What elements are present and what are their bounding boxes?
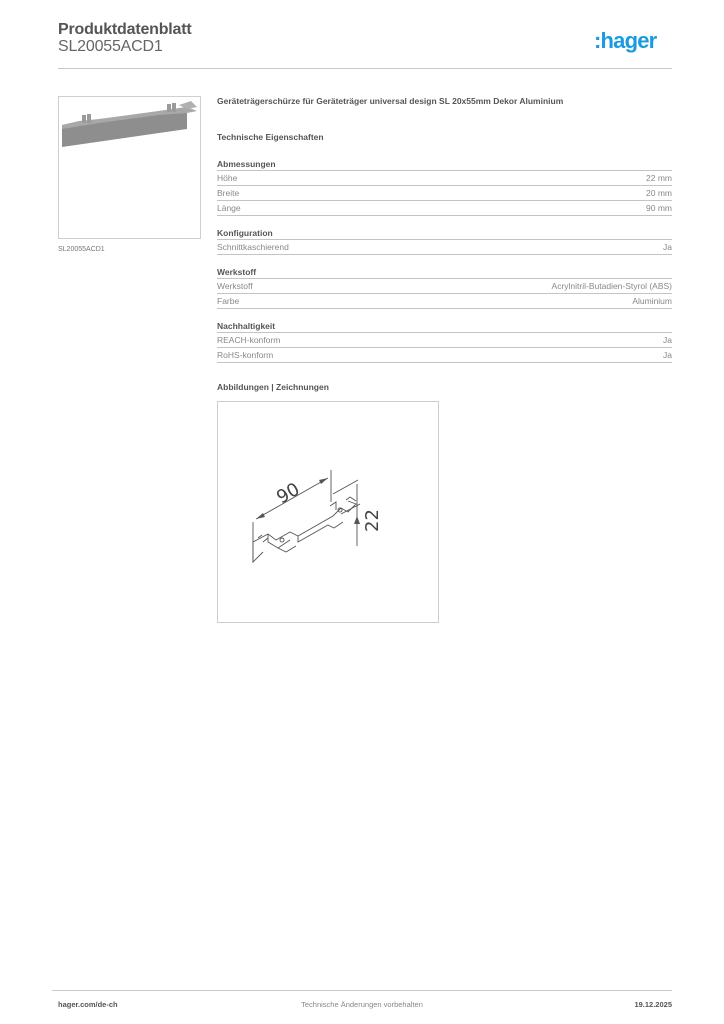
drawings-heading: Abbildungen | Zeichnungen xyxy=(217,382,329,392)
product-details xyxy=(217,96,672,375)
property-value: Ja xyxy=(663,242,672,252)
group-sustainability xyxy=(217,321,672,363)
property-label: Breite xyxy=(217,188,240,198)
hager-logo: :hager xyxy=(594,28,657,53)
footer-website-link[interactable]: hager.com/de-ch xyxy=(58,1000,118,1009)
property-row xyxy=(217,333,672,348)
property-row xyxy=(217,279,672,294)
property-value: Aluminium xyxy=(632,296,672,306)
product-image-caption: SL20055ACD1 xyxy=(58,246,105,253)
footer-notice: Technische Änderungen vorbehalten xyxy=(301,1000,423,1009)
group-title: Werkstoff xyxy=(217,267,672,279)
property-label: Länge xyxy=(217,203,241,213)
property-value: Ja xyxy=(663,350,672,360)
dimension-drawing-icon xyxy=(218,402,438,622)
property-value: Ja xyxy=(663,335,672,345)
product-description: Geräteträgerschürze für Geräteträger universal design SL 20x55mm Dekor Aluminium xyxy=(217,96,564,106)
property-row xyxy=(217,201,672,216)
group-dimensions xyxy=(217,159,672,216)
group-title: Abmessungen xyxy=(217,159,672,171)
property-row xyxy=(217,348,672,363)
property-value: 22 mm xyxy=(646,173,672,183)
property-value: 20 mm xyxy=(646,188,672,198)
property-label: Schnittkaschierend xyxy=(217,242,289,252)
property-row xyxy=(217,294,672,309)
length-dimension-label: 90 xyxy=(273,478,304,509)
group-configuration xyxy=(217,228,672,255)
property-label: Farbe xyxy=(217,296,240,306)
product-photo-icon xyxy=(59,97,200,238)
property-label: REACH-konform xyxy=(217,335,281,345)
header-divider xyxy=(58,68,672,69)
property-row xyxy=(217,171,672,186)
property-value: 90 mm xyxy=(646,203,672,213)
page-title: Produktdatenblatt xyxy=(58,21,192,38)
article-number: SL20055ACD1 xyxy=(58,38,163,55)
product-image xyxy=(58,96,201,239)
technical-properties-heading: Technische Eigenschaften xyxy=(217,132,324,142)
property-row xyxy=(217,186,672,201)
height-dimension-label: 22 xyxy=(362,509,383,532)
group-title: Konfiguration xyxy=(217,228,672,240)
property-label: Werkstoff xyxy=(217,281,253,291)
footer-divider xyxy=(52,990,672,991)
technical-drawing xyxy=(217,401,439,623)
property-label: RoHS-konform xyxy=(217,350,274,360)
footer-date: 19.12.2025 xyxy=(634,1000,672,1009)
property-row xyxy=(217,240,672,255)
group-material xyxy=(217,267,672,309)
property-value: Acrylnitril-Butadien-Styrol (ABS) xyxy=(551,281,672,291)
property-label: Höhe xyxy=(217,173,238,183)
group-title: Nachhaltigkeit xyxy=(217,321,672,333)
